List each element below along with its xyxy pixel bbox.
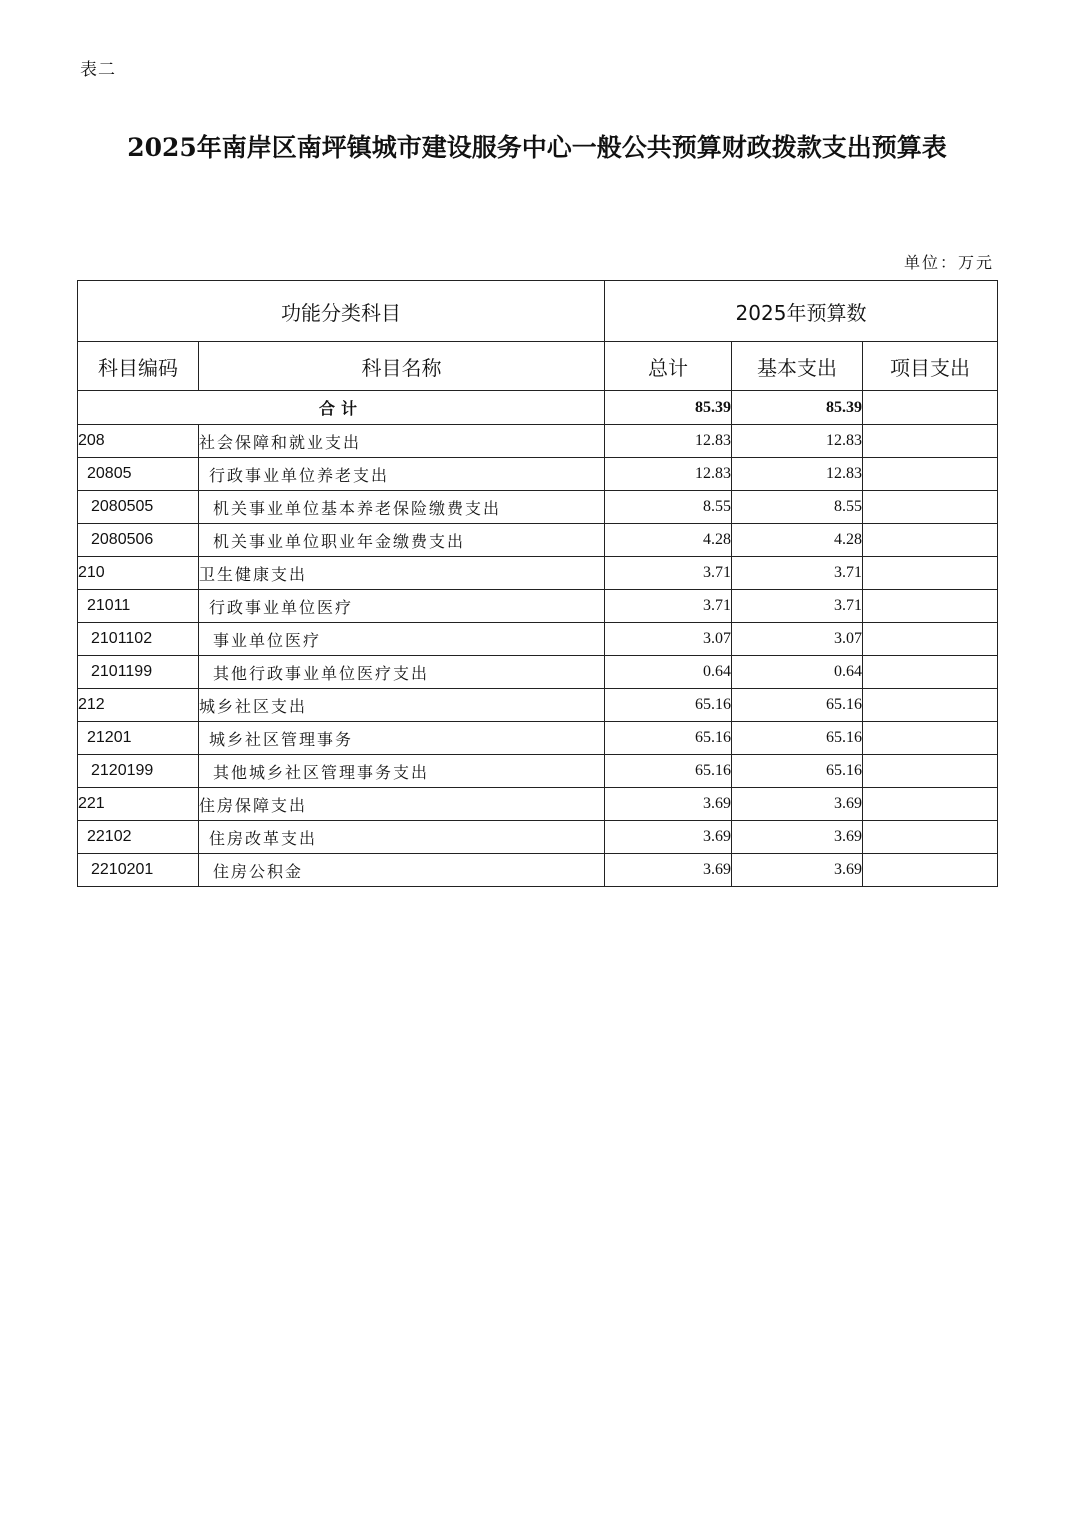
row-name: 行政事业单位医疗 <box>199 590 605 623</box>
row-project <box>863 854 998 887</box>
row-code: 210 <box>78 557 199 590</box>
page-title: 2025年南岸区南坪镇城市建设服务中心一般公共预算财政拨款支出预算表 <box>127 133 947 162</box>
row-project <box>863 689 998 722</box>
total-label: 合计 <box>78 391 605 425</box>
row-total: 12.83 <box>605 458 732 491</box>
row-name: 城乡社区支出 <box>199 689 605 722</box>
row-code: 2101199 <box>78 656 199 689</box>
row-name: 卫生健康支出 <box>199 557 605 590</box>
total-row <box>78 391 998 425</box>
row-name: 其他城乡社区管理事务支出 <box>199 755 605 788</box>
row-total: 3.71 <box>605 557 732 590</box>
row-total: 12.83 <box>605 425 732 458</box>
header-budget-amount: 2025年预算数 <box>605 281 998 342</box>
row-name: 行政事业单位养老支出 <box>199 458 605 491</box>
row-project <box>863 491 998 524</box>
table-row <box>78 656 998 689</box>
row-name: 其他行政事业单位医疗支出 <box>199 656 605 689</box>
row-total: 0.64 <box>605 656 732 689</box>
header-code: 科目编码 <box>78 342 199 391</box>
row-basic: 3.69 <box>732 788 863 821</box>
row-code: 21011 <box>78 590 199 623</box>
total-basic: 85.39 <box>732 391 863 425</box>
unit-label: 单位：万元 <box>903 253 994 272</box>
table-row <box>78 623 998 656</box>
header-row-columns <box>78 342 998 391</box>
row-project <box>863 425 998 458</box>
header-total: 总计 <box>605 342 732 391</box>
row-project <box>863 656 998 689</box>
table-row <box>78 722 998 755</box>
row-name: 机关事业单位职业年金缴费支出 <box>199 524 605 557</box>
row-project <box>863 821 998 854</box>
row-basic: 3.71 <box>732 590 863 623</box>
row-name: 城乡社区管理事务 <box>199 722 605 755</box>
row-name: 住房改革支出 <box>199 821 605 854</box>
row-project <box>863 755 998 788</box>
row-basic: 3.07 <box>732 623 863 656</box>
row-name: 住房公积金 <box>199 854 605 887</box>
row-basic: 12.83 <box>732 425 863 458</box>
row-code: 2101102 <box>78 623 199 656</box>
row-total: 3.07 <box>605 623 732 656</box>
row-project <box>863 524 998 557</box>
total-sum: 85.39 <box>605 391 732 425</box>
row-total: 3.69 <box>605 821 732 854</box>
row-basic: 8.55 <box>732 491 863 524</box>
row-total: 65.16 <box>605 722 732 755</box>
header-project: 项目支出 <box>863 342 998 391</box>
row-project <box>863 458 998 491</box>
row-basic: 0.64 <box>732 656 863 689</box>
budget-table <box>77 280 998 887</box>
row-basic: 3.69 <box>732 821 863 854</box>
total-project <box>863 391 998 425</box>
row-name: 事业单位医疗 <box>199 623 605 656</box>
row-project <box>863 722 998 755</box>
row-code: 2210201 <box>78 854 199 887</box>
row-name: 社会保障和就业支出 <box>199 425 605 458</box>
table-row <box>78 788 998 821</box>
row-code: 2120199 <box>78 755 199 788</box>
row-total: 4.28 <box>605 524 732 557</box>
table-row <box>78 491 998 524</box>
row-code: 208 <box>78 425 199 458</box>
row-basic: 65.16 <box>732 689 863 722</box>
table-row <box>78 689 998 722</box>
table-row <box>78 557 998 590</box>
table-row <box>78 821 998 854</box>
row-total: 65.16 <box>605 755 732 788</box>
row-basic: 65.16 <box>732 755 863 788</box>
table-row <box>78 458 998 491</box>
header-functional-category: 功能分类科目 <box>78 281 605 342</box>
row-project <box>863 623 998 656</box>
row-name: 住房保障支出 <box>199 788 605 821</box>
row-code: 22102 <box>78 821 199 854</box>
row-code: 2080505 <box>78 491 199 524</box>
row-project <box>863 557 998 590</box>
row-total: 8.55 <box>605 491 732 524</box>
row-total: 3.71 <box>605 590 732 623</box>
row-basic: 12.83 <box>732 458 863 491</box>
row-total: 65.16 <box>605 689 732 722</box>
table-row <box>78 524 998 557</box>
header-name: 科目名称 <box>199 342 605 391</box>
table-row <box>78 425 998 458</box>
table-row <box>78 854 998 887</box>
row-code: 21201 <box>78 722 199 755</box>
row-project <box>863 788 998 821</box>
row-code: 221 <box>78 788 199 821</box>
table-row <box>78 590 998 623</box>
row-total: 3.69 <box>605 788 732 821</box>
row-basic: 3.69 <box>732 854 863 887</box>
table-row <box>78 755 998 788</box>
row-code: 20805 <box>78 458 199 491</box>
row-basic: 4.28 <box>732 524 863 557</box>
header-basic: 基本支出 <box>732 342 863 391</box>
table-label: 表二 <box>80 60 116 80</box>
row-basic: 3.71 <box>732 557 863 590</box>
row-code: 2080506 <box>78 524 199 557</box>
row-basic: 65.16 <box>732 722 863 755</box>
header-row-group <box>78 281 998 342</box>
row-code: 212 <box>78 689 199 722</box>
row-name: 机关事业单位基本养老保险缴费支出 <box>199 491 605 524</box>
row-project <box>863 590 998 623</box>
row-total: 3.69 <box>605 854 732 887</box>
